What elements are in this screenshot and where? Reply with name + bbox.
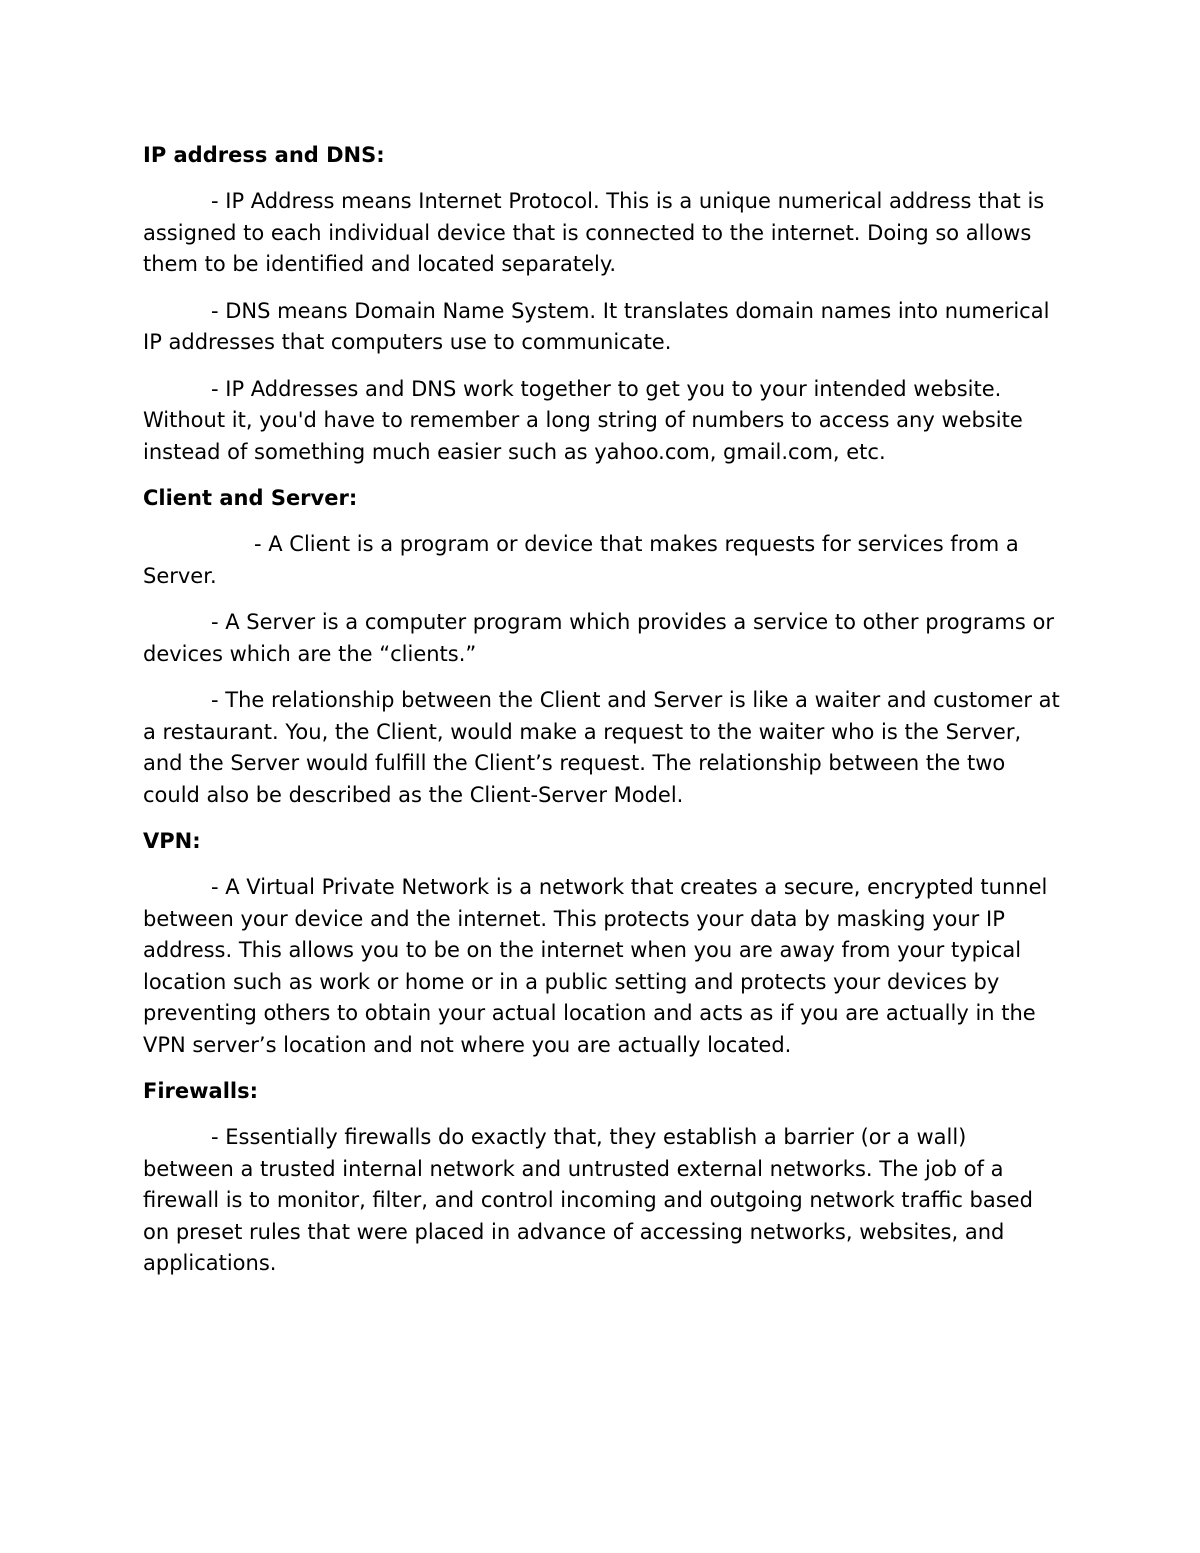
section-heading: IP address and DNS: xyxy=(143,143,385,167)
section-client-server xyxy=(143,483,1063,811)
paragraph: - A Virtual Private Network is a network that creates a secure, encrypted tunnel between your device and the internet. This protects your data by masking your IP address. This allows you to be on the internet when you are away from your typical location such as work or home or in a public setting and protects your devices by preventing others to obtain your actual location and acts as if you are actually in the VPN server’s location and not where you are actually located. xyxy=(143,875,1048,1057)
paragraph: - A Client is a program or device that makes requests for services from a Server. xyxy=(143,532,1019,588)
section-firewalls xyxy=(143,1076,1063,1280)
paragraph: - DNS means Domain Name System. It translates domain names into numerical IP addresses that computers use to communicate. xyxy=(143,298,1050,354)
section-vpn xyxy=(143,826,1063,1061)
section-heading: Client and Server: xyxy=(143,486,358,510)
section-heading: VPN: xyxy=(143,829,201,853)
paragraph: - The relationship between the Client and Server is like a waiter and customer at a restaurant. You, the Client, would make a request to the waiter who is the Server, and the Server would fulfill the Client’s request. The relationship between the two could also be described as the Client-Server Model. xyxy=(143,688,1060,807)
paragraph: - IP Address means Internet Protocol. This is a unique numerical address that is assigned to each individual device that is connected to the internet. Doing so allows them to be identified and located separately. xyxy=(143,189,1045,276)
paragraph: - Essentially firewalls do exactly that, they establish a barrier (or a wall) between a trusted internal network and untrusted external networks. The job of a firewall is to monitor, filter, and control incoming and outgoing network traffic based on preset rules that were placed in advance of accessing networks, websites, and applications. xyxy=(143,1125,1033,1275)
paragraph: - A Server is a computer program which provides a service to other programs or devices which are the “clients.” xyxy=(143,610,1054,666)
document-page xyxy=(143,140,1063,1295)
paragraph: - IP Addresses and DNS work together to get you to your intended website. Without it, you'd have to remember a long string of numbers to access any website instead of something much easier such as yahoo.com, gmail.com, etc. xyxy=(143,376,1023,464)
section-ip-dns xyxy=(143,140,1063,468)
section-heading: Firewalls: xyxy=(143,1079,259,1103)
